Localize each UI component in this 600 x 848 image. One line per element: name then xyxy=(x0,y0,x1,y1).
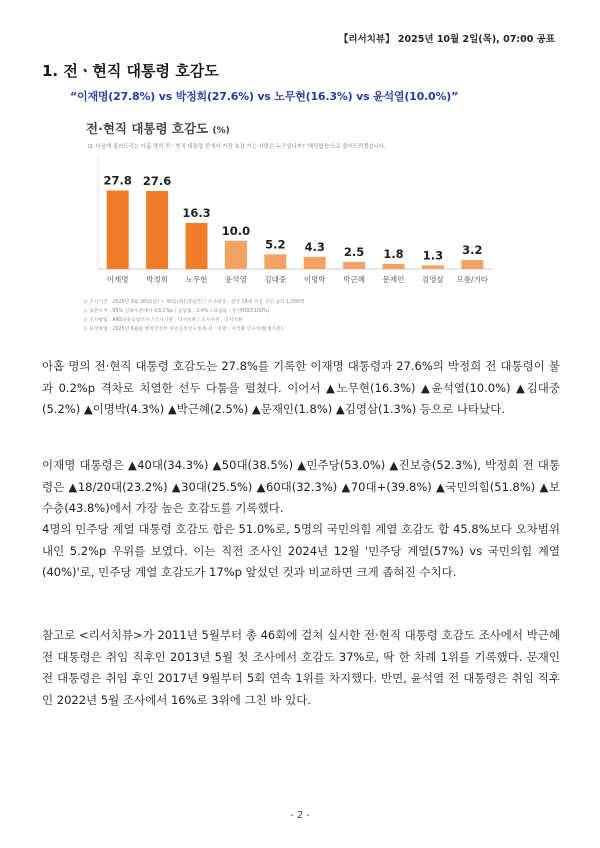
body-paragraph-1: 아홉 명의 전·현직 대통령 호감도는 27.8%를 기록한 이재명 대통령과 27.6%의 박정희 전 대통령이 불과 0.2%p 격차로 치열한 선두 다툼을 펼쳤다. 이어서 ▲노무현(16.3%) ▲윤석열(10.0%) ▲김대중(5.2%) ▲이명박(4.3%) ▲박근혜(2.5%) ▲문재인(1.8%) ▲김영삼(1.3%) 등으로 나타났다. xyxy=(42,359,560,416)
bar-4 xyxy=(225,241,247,269)
category-label: 이재명 xyxy=(106,275,129,284)
bar-5 xyxy=(264,254,286,269)
survey-note: ▷ 조사방법 : ARS자동응답조사 / 조사기관 : 리서치뷰 / 조사주관 : 리서치뷰 xyxy=(84,318,243,323)
chart-unit: (%) xyxy=(212,126,230,136)
bar-2 xyxy=(146,191,168,269)
category-label: 모름/기타 xyxy=(456,275,489,284)
bar-value-label: 1.3 xyxy=(422,248,444,263)
bar-value-label: 3.2 xyxy=(462,242,483,257)
bar-value-label: 27.6 xyxy=(142,174,172,189)
survey-note: ▷ 조사기간 : 2025년 9월 28일(일) ~ 30일(화) (3일간) / 조사대상 : 전국 18세 이상 성인 남녀 1,000명 xyxy=(84,300,305,305)
favorability-chart xyxy=(80,106,500,346)
bar-value-label: 16.3 xyxy=(182,205,211,220)
body-paragraph-4: 참고로 <리서치뷰>가 2011년 5월부터 총 46회에 걸쳐 실시한 전·현직 대통령 호감도 조사에서 박근혜 전 대통령은 취임 직후인 2013년 5월 첫 조사에서 호감도 37%로, 딱 한 차례 1위를 기록했다. 문재인 전 대통령은 취임 후인 2017년 9월부터 5회 연속 1위를 차지했다. 반면, 윤석열 전 대통령은 취임 직후인 2022년 5월 조사에서 16%로 3위에 그친 바 있다. xyxy=(42,628,560,707)
bar-7 xyxy=(343,262,365,269)
category-label: 노무현 xyxy=(185,275,208,284)
bar-3 xyxy=(186,223,208,269)
survey-note: ▷ 보정방법 : 2025년 6월말 행정안전부 주민등록인구통계 성ㆍ연령ㆍ지역별 인구비례(셀가중) xyxy=(84,327,283,332)
chart-title-text: 전·현직 대통령 호감도 xyxy=(86,121,209,136)
bar-value-label: 10.0 xyxy=(221,223,251,238)
headline-quote: “이재명(27.8%) vs 박정희(27.6%) vs 노무현(16.3%) vs 윤석열(10.0%)” xyxy=(70,90,459,103)
bar-6 xyxy=(304,257,326,269)
bar-9 xyxy=(422,265,444,269)
survey-notes xyxy=(84,298,305,334)
body-paragraph-3: 4명의 민주당 계열 대통령 호감도 합은 51.0%로, 5명의 국민의힘 계열 호감도 합 45.8%보다 오차범위 내인 5.2%p 우위를 보였다. 이는 직전 조사인 2024년 12월 '민주당 계열(57%) vs 국민의힘 계열(40%)'로, 민주당 계열 호감도가 17%p 앞섰던 것과 비교하면 크게 좁혀진 수치다. xyxy=(42,522,560,579)
survey-question: Q. 다음에 불러드리는 아홉 명의 전ㆍ현직 대통령 중에서 가장 호감 가는 사람은 누구입니까? '해당없음'으로 불러드리겠습니다. xyxy=(88,144,386,150)
category-label: 김영삼 xyxy=(422,275,444,284)
category-label: 이명박 xyxy=(303,275,326,284)
bar-1 xyxy=(107,190,129,269)
bar-value-label: 2.5 xyxy=(343,244,365,259)
bar-value-label: 1.8 xyxy=(383,246,404,261)
bar-10 xyxy=(461,260,483,269)
category-label: 김대중 xyxy=(264,275,287,284)
bar-chart-svg xyxy=(80,106,500,296)
survey-note: ▷ 표본오차 : 95% 신뢰수준에서 ±3.1%p / 응답률 : 2.4% / 표집틀 : 무선RDD(100%) xyxy=(84,309,270,314)
bar-value-label: 27.8 xyxy=(103,173,132,188)
bar-value-label: 5.2 xyxy=(265,237,286,252)
body-paragraph-2: 이재명 대통령은 ▲40대(34.3%) ▲50대(38.5%) ▲민주당(53.0%) ▲진보층(52.3%), 박정희 전 대통령은 ▲18/20대(23.2%) ▲30대(25.5%) ▲60대(32.3%) ▲70대+(39.8%) ▲국민의힘(51.8%) ▲보수층(43.8%)에서 가장 높은 호감도를 기록했다. xyxy=(42,458,560,515)
category-label: 박정희 xyxy=(146,275,168,284)
bar-value-label: 4.3 xyxy=(304,239,325,254)
bar-8 xyxy=(383,264,405,269)
publish-date-header: 【리서치뷰】 2025년 10월 2일(목), 07:00 공표 xyxy=(338,34,555,45)
category-label: 박근혜 xyxy=(343,275,365,284)
section-title: 1. 전ㆍ현직 대통령 호감도 xyxy=(42,62,219,80)
category-label: 윤석열 xyxy=(225,275,247,284)
page-number: - 2 - xyxy=(290,810,310,821)
category-label: 문재인 xyxy=(382,275,405,284)
